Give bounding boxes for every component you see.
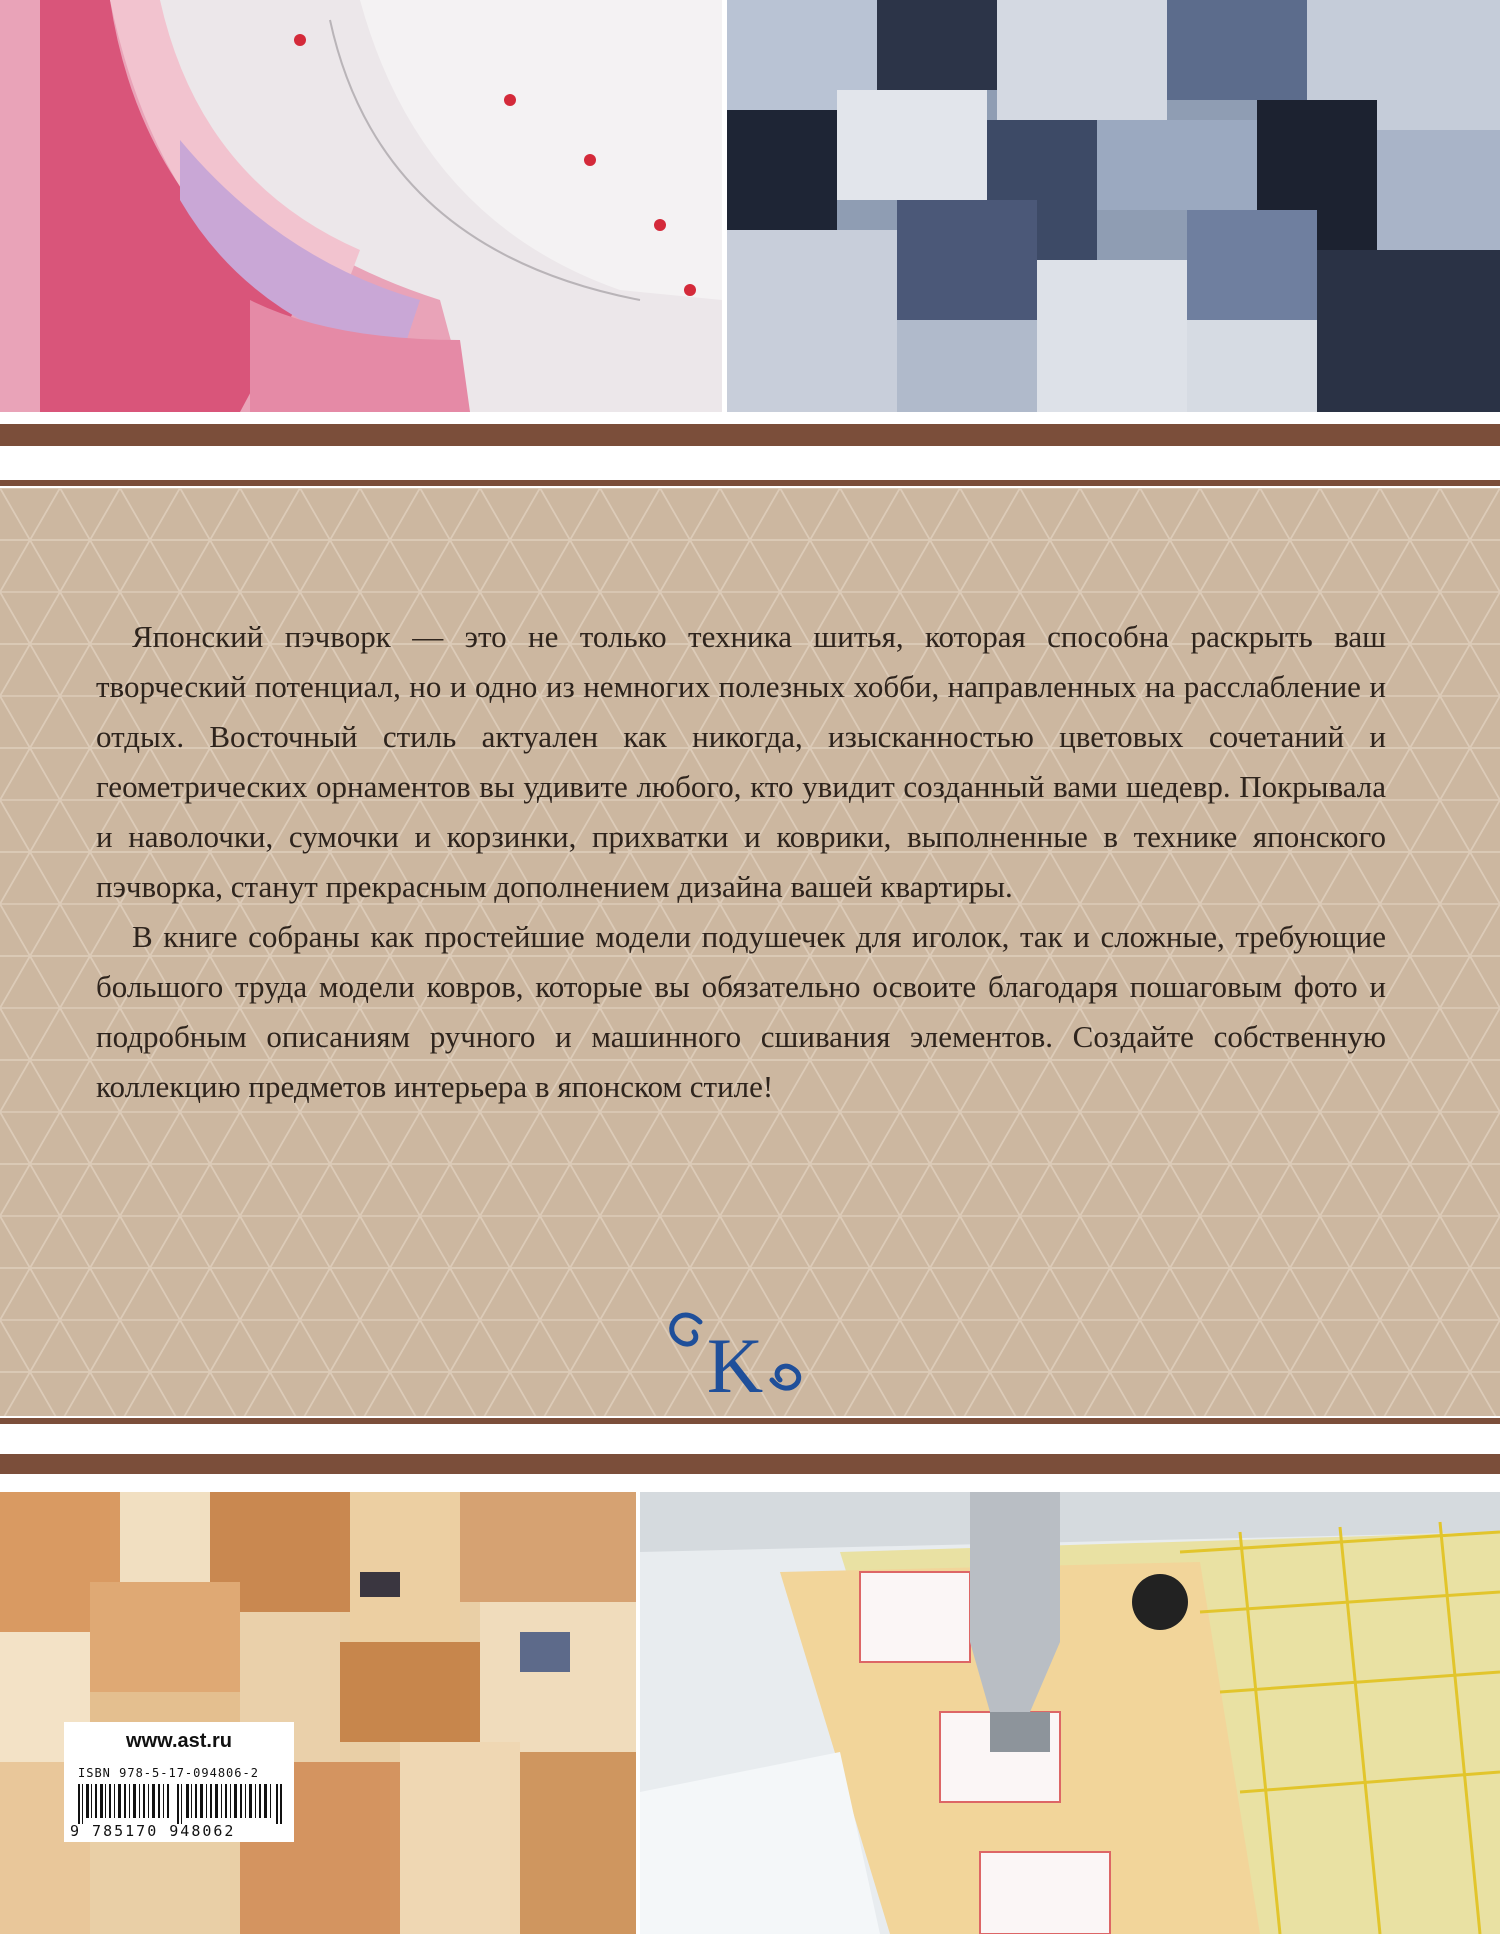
description-text [96,612,1386,1112]
brown-band-top-1 [0,424,1500,446]
publisher-logo-icon [660,1300,810,1410]
barcode-digits: 9 785170 948062 [70,1822,236,1840]
description-paragraph-1: Японский пэчворк — это не только техника шитья, которая способна раскрыть ваш творческий потенциал, но и одно из немногих полезных хобби, направленных на расслабление и отдых. Восточный стиль актуален как никогда, изысканностью цветовых сочетаний и геометрических орнаментов вы удивите любого, кто увидит созданный вами шедевр. Покрывала и наволочки, сумочки и корзинки, прихватки и коврики, выполненные в технике японского пэчворка, станут прекрасным дополнением дизайна вашей квартиры. [96,619,1386,904]
brown-band-bottom-2 [0,1454,1500,1474]
publisher-website: www.ast.ru [126,1730,232,1752]
barcode-bars [78,1784,282,1824]
isbn-label: ISBN 978-5-17-094806-2 [78,1766,259,1780]
photo-blue-plaid-patchwork [727,0,1500,412]
description-paragraph-2: В книге собраны как простейшие модели подушечек для иголок, так и сложные, требующие большого труда модели ковров, которые вы обязательно освоите благодаря пошаговым фото и подробным описаниям ручного и машинного сшивания элементов. Создайте собственную коллекцию предметов интерьера в японском стиле! [96,919,1386,1104]
logo-letter: K [706,1322,764,1409]
photo-beige-quilt [0,1492,636,1934]
brown-band-top-2 [0,480,1500,486]
barcode-block [64,1722,294,1842]
brown-band-bottom-1 [0,1418,1500,1424]
photo-sewing-machine [640,1492,1500,1934]
photo-pink-patchwork [0,0,722,412]
